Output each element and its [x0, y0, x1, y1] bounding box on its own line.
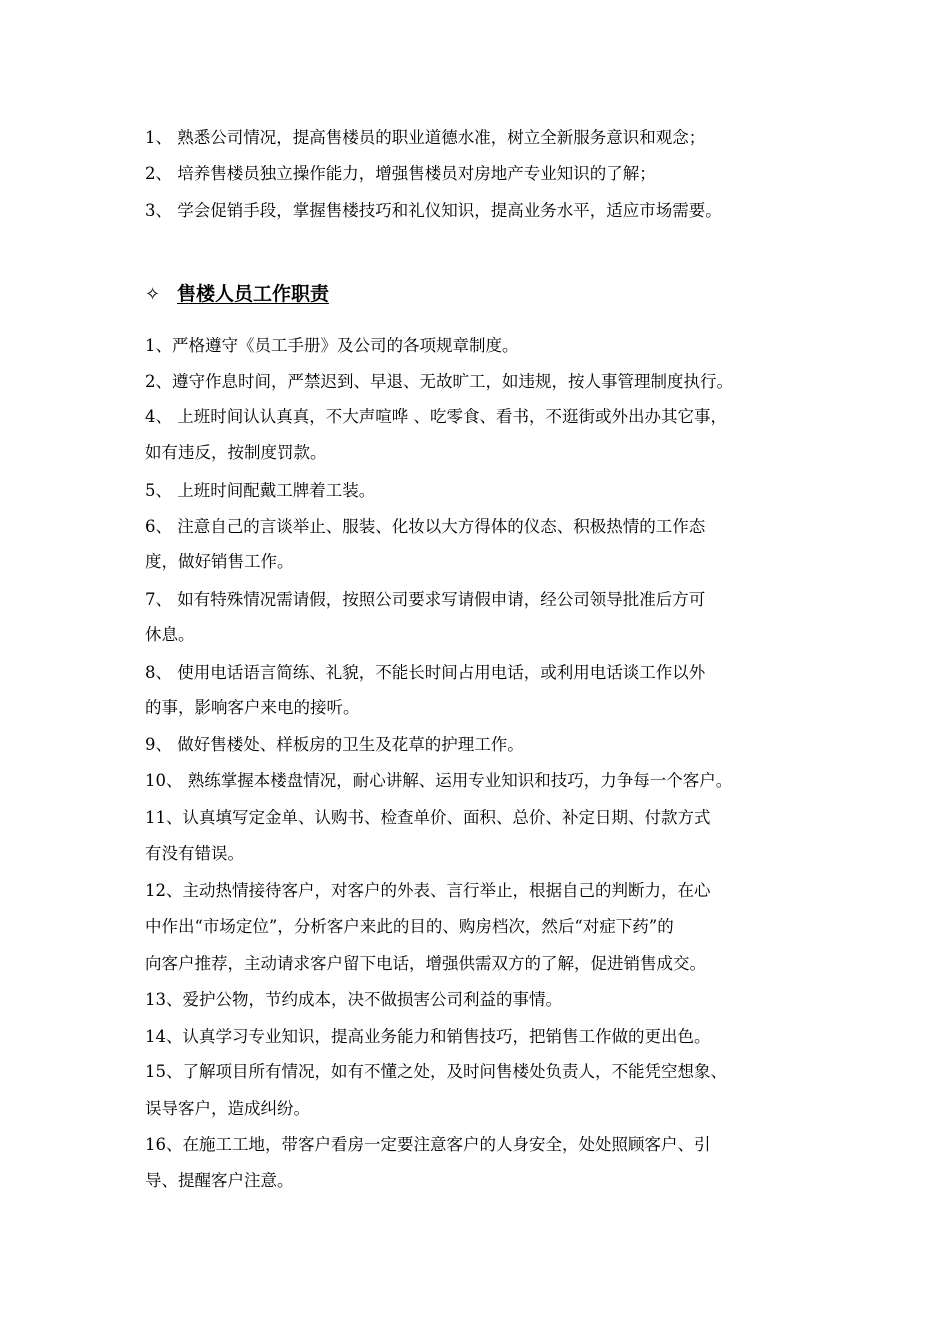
duty-line: 13、爱护公物，节约成本，决不做损害公司利益的事情。	[145, 990, 562, 1009]
duty-line: 4、 上班时间认认真真，不大声喧哗 、吃零食、看书，不逛街或外出办其它事，	[145, 407, 727, 426]
duty-line: 5、 上班时间配戴工牌着工装。	[145, 481, 376, 500]
duty-line: 导、提醒客户注意。	[145, 1171, 294, 1190]
intro-line-2: 2、 培养售楼员独立操作能力，增强售楼员对房地产专业知识的了解；	[145, 164, 656, 183]
duty-line: 6、 注意自己的言谈举止、服装、化妆以大方得体的仪态、积极热情的工作态	[145, 517, 706, 536]
duty-line: 9、 做好售楼处、样板房的卫生及花草的护理工作。	[145, 735, 524, 754]
diamond-bullet-icon: ✧	[145, 284, 161, 305]
duty-line: 15、了解项目所有情况，如有不懂之处，及时问售楼处负责人，不能凭空想象、	[145, 1062, 727, 1081]
duty-line: 11、认真填写定金单、认购书、检查单价、面积、总价、补定日期、付款方式	[145, 808, 711, 827]
duty-line: 7、 如有特殊情况需请假，按照公司要求写请假申请，经公司领导批准后方可	[145, 590, 706, 609]
duty-line: 1、严格遵守《员工手册》及公司的各项规章制度。	[145, 336, 519, 355]
duty-line: 14、认真学习专业知识，提高业务能力和销售技巧，把销售工作做的更出色。	[145, 1027, 711, 1046]
duty-line: 12、主动热情接待客户，对客户的外表、言行举止，根据自己的判断力，在心	[145, 881, 711, 900]
duty-line: 16、在施工工地，带客户看房一定要注意客户的人身安全，处处照顾客户、引	[145, 1135, 711, 1154]
duty-line: 休息。	[145, 625, 195, 644]
intro-line-3: 3、 学会促销手段，掌握售楼技巧和礼仪知识，提高业务水平，适应市场需要。	[145, 201, 722, 220]
duty-line: 2、遵守作息时间，严禁迟到、早退、无故旷工，如违规，按人事管理制度执行。	[145, 372, 733, 391]
duty-line: 的事，影响客户来电的接听。	[145, 698, 360, 717]
duty-line: 如有违反，按制度罚款。	[145, 443, 327, 462]
duty-line: 中作出“市场定位”，分析客户来此的目的、购房档次，然后“对症下药”的	[145, 917, 674, 936]
duty-line: 有没有错误。	[145, 844, 244, 863]
duty-line: 10、 熟练掌握本楼盘情况，耐心讲解、运用专业知识和技巧，力争每一个客户。	[145, 771, 733, 790]
section-title: 售楼人员工作职责	[177, 283, 330, 305]
duty-line: 向客户推荐，主动请求客户留下电话，增强供需双方的了解，促进销售成交。	[145, 954, 706, 973]
duty-line: 8、 使用电话语言简练、礼貌，不能长时间占用电话，或利用电话谈工作以外	[145, 663, 706, 682]
intro-line-1: 1、 熟悉公司情况，提高售楼员的职业道德水准，树立全新服务意识和观念；	[145, 128, 706, 147]
duty-line: 度，做好销售工作。	[145, 552, 294, 571]
duty-line: 误导客户，造成纠纷。	[145, 1099, 310, 1118]
section-heading	[145, 281, 329, 308]
